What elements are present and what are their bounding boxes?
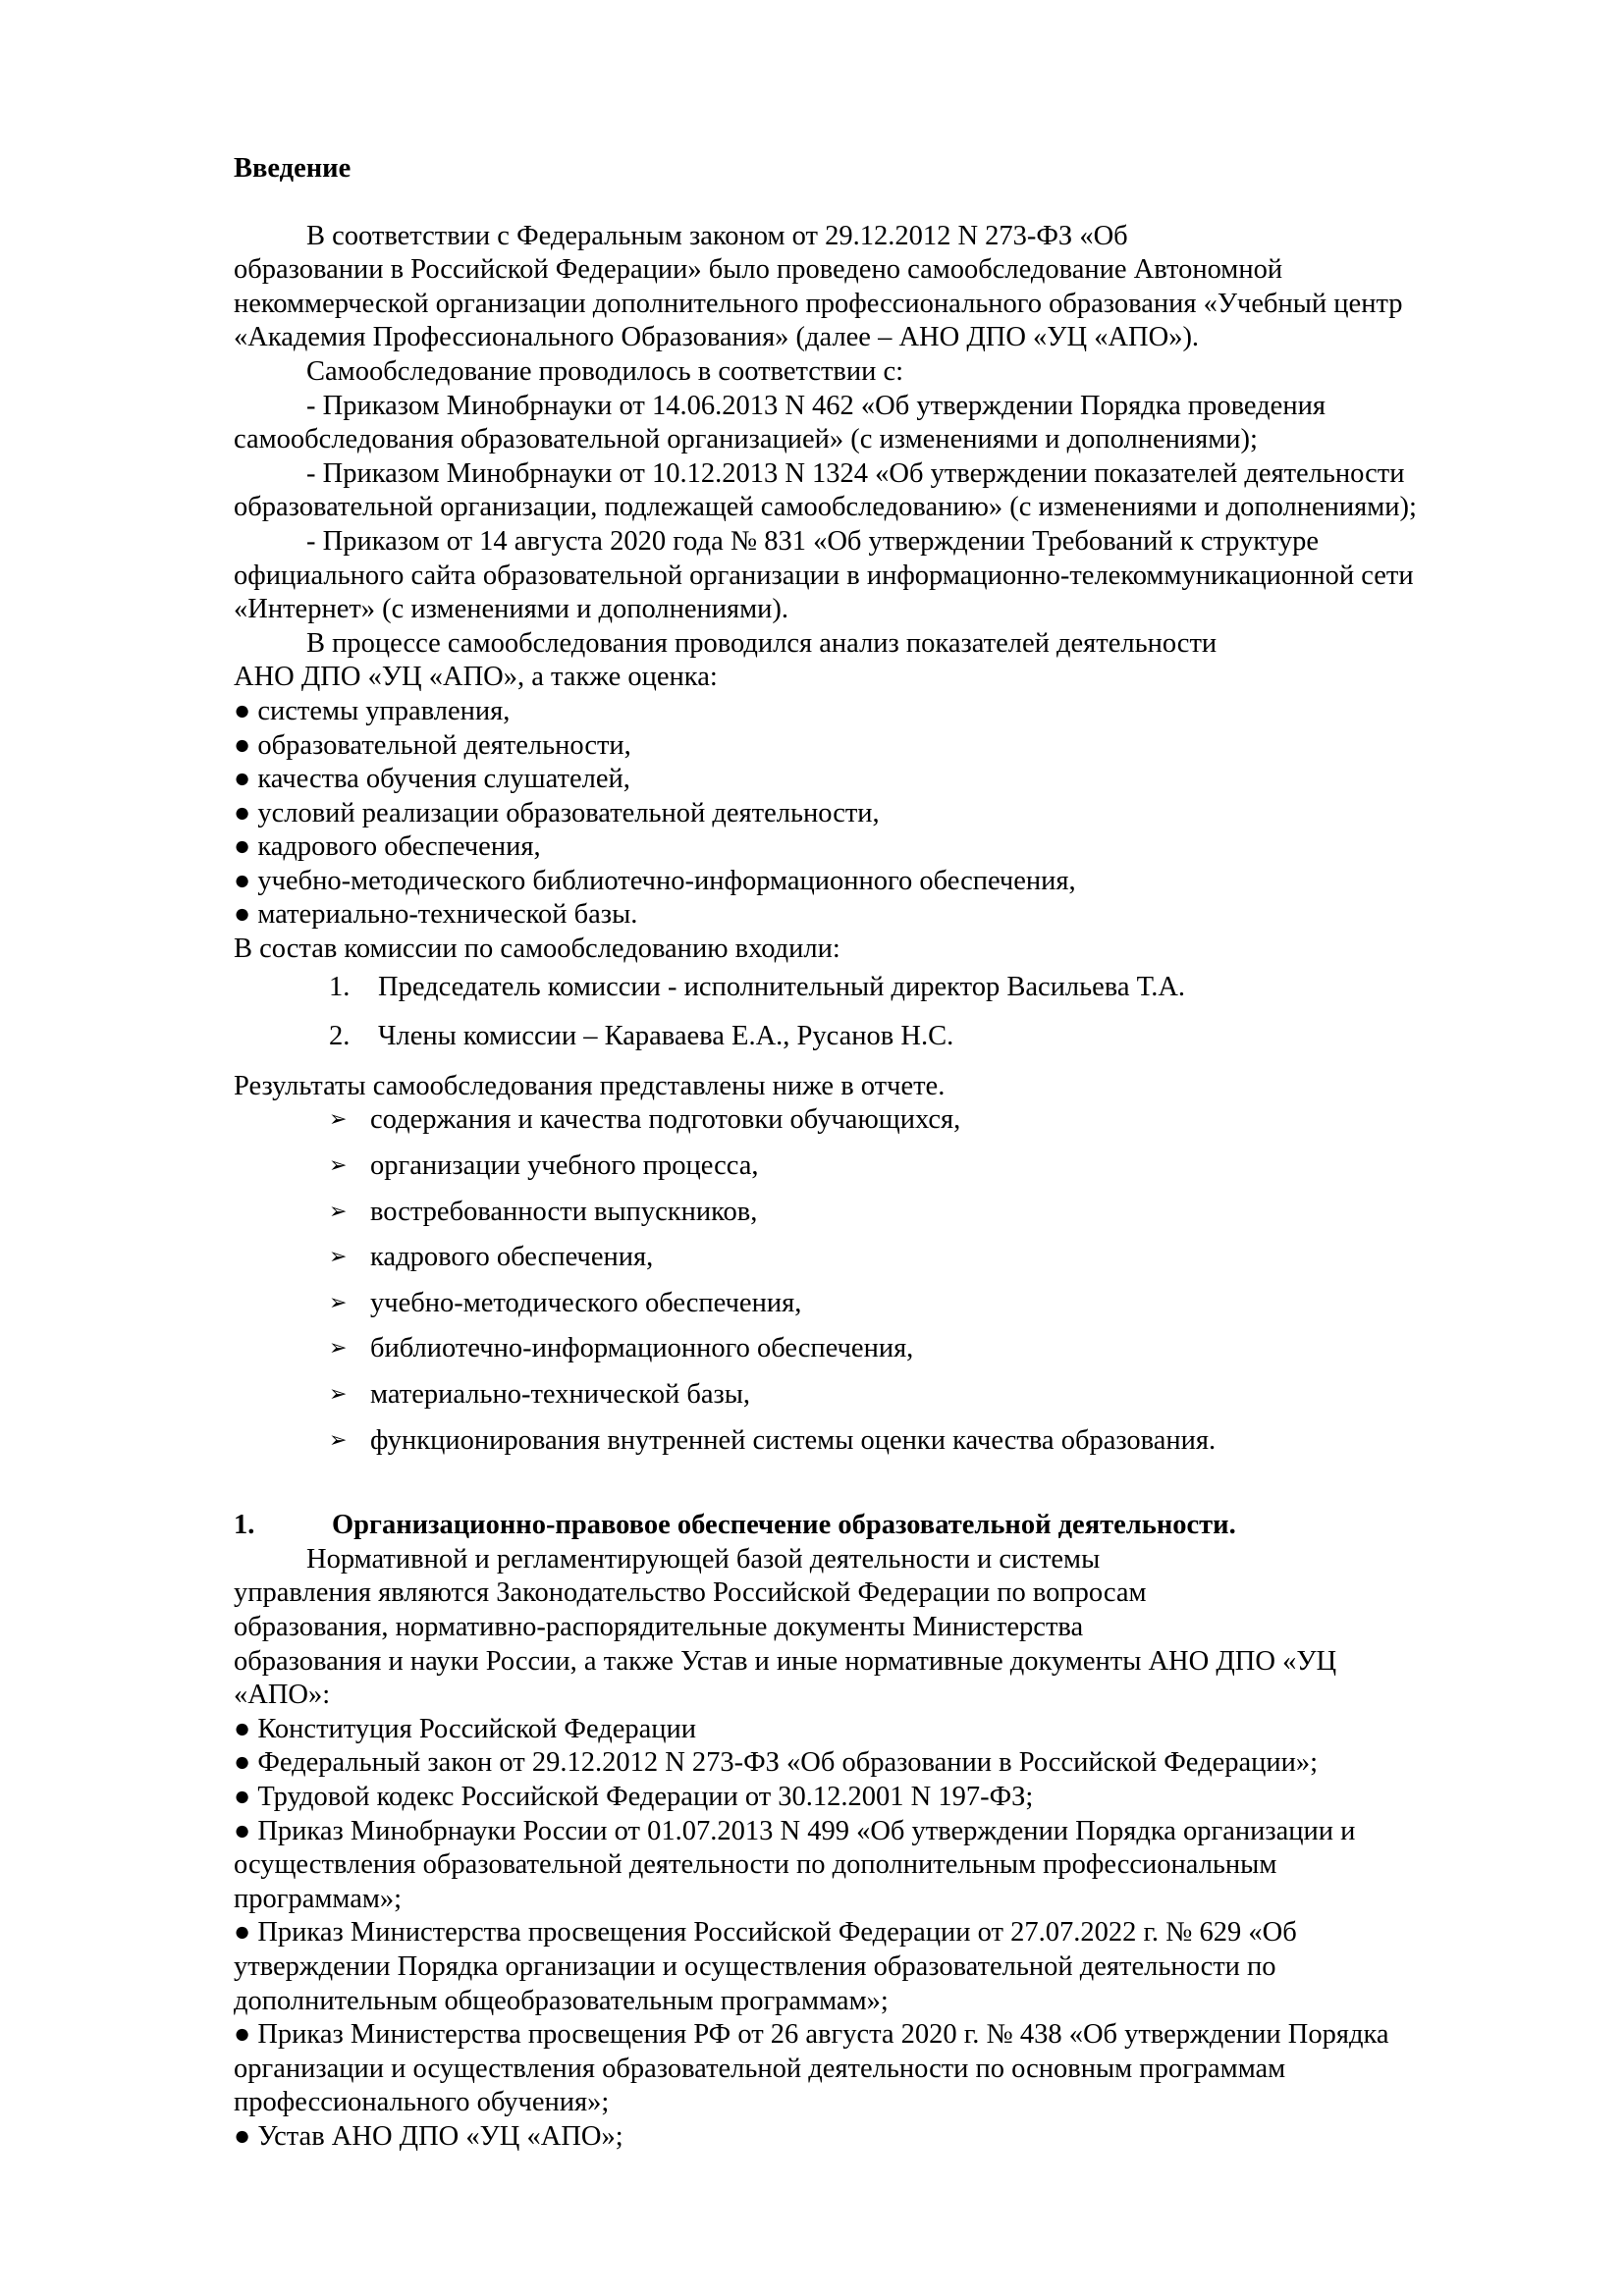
text-line: В процессе самообследования проводился анализ показателей деятельности	[306, 627, 1218, 659]
text-line: ● Приказ Министерства просвещения РФ от 26 августа 2020 г. № 438 «Об утверждении Порядка	[234, 2019, 1389, 2051]
results-text: Результаты самообследования представлены ниже в отчете.	[234, 1070, 946, 1101]
list-text: учебно-методического обеспечения,	[370, 1287, 802, 1318]
doc-item	[234, 1916, 1530, 2018]
text-line: «Академия Профессионального Образования» (далее – АНО ДПО «УЦ «АПО»).	[234, 322, 1200, 353]
arrow-item	[234, 1196, 1530, 1230]
section-1-heading	[234, 1509, 1530, 1543]
list-text: функционирования внутренней системы оценки качества образования.	[370, 1424, 1217, 1456]
text-line: ● Приказ Минобрнауки России от 01.07.2013 N 499 «Об утверждении Порядка организации и	[234, 1815, 1356, 1846]
list-text: кадрового обеспечения,	[370, 1242, 654, 1273]
section-1-paragraph	[234, 1543, 1530, 1713]
bullet-item: ● образовательной деятельности,	[234, 729, 631, 761]
text-line: образовании в Российской Федерации» было проведено самообследование Автономной	[234, 254, 1283, 286]
arrow-bullet-icon: ➢	[329, 1290, 348, 1315]
text-line: Нормативной и регламентирующей базой деятельности и системы	[306, 1543, 1101, 1575]
text-line: - Приказом Минобрнауки от 14.06.2013 N 462 «Об утверждении Порядка проведения	[306, 390, 1326, 421]
text-line: образования, нормативно-распорядительные документы Министерства	[234, 1611, 1084, 1642]
intro-paragraph-5	[234, 525, 1530, 627]
list-text: Председатель комиссии - исполнительный директор Васильева Т.А.	[378, 971, 1186, 1002]
text-line: некоммерческой организации дополнительного профессионального образования «Учебный центр	[234, 288, 1403, 319]
doc-item: ● Устав АНО ДПО «УЦ «АПО»;	[234, 2120, 623, 2152]
text-line: управления являются Законодательство Российской Федерации по вопросам	[234, 1577, 1147, 1609]
text-line: ● Приказ Министерства просвещения Российской Федерации от 27.07.2022 г. № 629 «Об	[234, 1917, 1297, 1949]
list-text: библиотечно-информационного обеспечения,	[370, 1333, 914, 1364]
arrow-bullet-icon: ➢	[329, 1107, 348, 1133]
text-line: дополнительным общеобразовательным программам»;	[234, 1985, 889, 2016]
arrow-item	[234, 1103, 1530, 1138]
commission-intro: В состав комиссии по самообследованию входили:	[234, 934, 840, 965]
text-line: образования и науки России, а также Устав и иные нормативные документы АНО ДПО «УЦ	[234, 1645, 1337, 1677]
bullet-item: ● условий реализации образовательной деятельности,	[234, 797, 880, 828]
section-number: 1.	[234, 1510, 255, 1541]
text-line: «АПО»:	[234, 1680, 331, 1711]
doc-item	[234, 2018, 1530, 2120]
section-title: Организационно-правовое обеспечение образовательной деятельности.	[332, 1510, 1236, 1541]
arrow-item	[234, 1332, 1530, 1366]
text-line: утверждении Порядка организации и осуществления образовательной деятельности по	[234, 1950, 1276, 1982]
list-text: Члены комиссии – Караваева Е.А., Русанов Н.С.	[378, 1021, 954, 1052]
arrow-bullet-icon: ➢	[329, 1245, 348, 1270]
text-line: АНО ДПО «УЦ «АПО», а также оценка:	[234, 662, 718, 693]
list-text: содержания и качества подготовки обучающихся,	[370, 1104, 961, 1136]
arrow-bullet-icon: ➢	[329, 1427, 348, 1453]
text-line: образовательной организации, подлежащей самообследованию» (с изменениями и дополнениями);	[234, 492, 1417, 523]
arrow-item	[234, 1241, 1530, 1275]
doc-item	[234, 1815, 1530, 1917]
arrow-item	[234, 1149, 1530, 1184]
bullet-item: ● кадрового обеспечения,	[234, 831, 541, 863]
list-text: материально-технической базы,	[370, 1379, 751, 1410]
arrow-list	[234, 1103, 1530, 1458]
bullet-item: ● качества обучения слушателей,	[234, 764, 630, 795]
arrow-bullet-icon: ➢	[329, 1199, 348, 1224]
commission-item	[234, 1020, 1530, 1054]
arrow-item	[234, 1378, 1530, 1413]
intro-heading: Введение	[234, 153, 352, 184]
arrow-item	[234, 1424, 1530, 1459]
intro-paragraph-3	[234, 390, 1530, 457]
text-line: - Приказом от 14 августа 2020 года № 831 «Об утверждении Требований к структуре	[306, 525, 1319, 557]
arrow-bullet-icon: ➢	[329, 1153, 348, 1179]
text-line: организации и осуществления образовательной деятельности по основным программам	[234, 2053, 1286, 2084]
bullet-item: ● материально-технической базы.	[234, 899, 638, 931]
text-line: В соответствии с Федеральным законом от 29.12.2012 N 273-ФЗ «Об	[306, 220, 1128, 251]
doc-item: ● Трудовой кодекс Российской Федерации от 30.12.2001 N 197-ФЗ;	[234, 1781, 1034, 1812]
intro-paragraph-2: Самообследование проводилось в соответствии с:	[306, 355, 904, 387]
document-page	[234, 152, 1530, 2154]
intro-paragraph-6	[234, 627, 1530, 695]
text-line: профессионального обучения»;	[234, 2087, 610, 2118]
commission-item	[234, 971, 1530, 1005]
text-line: самообследования образовательной организацией» (с изменениями и дополнениями);	[234, 424, 1258, 455]
intro-paragraph-1	[234, 220, 1530, 355]
text-line: программам»;	[234, 1883, 403, 1914]
bullet-item: ● системы управления,	[234, 695, 511, 726]
list-text: востребованности выпускников,	[370, 1196, 758, 1227]
text-line: - Приказом Минобрнауки от 10.12.2013 N 1324 «Об утверждении показателей деятельности	[306, 457, 1405, 489]
doc-item: ● Конституция Российской Федерации	[234, 1713, 697, 1744]
arrow-bullet-icon: ➢	[329, 1336, 348, 1362]
text-line: осуществления образовательной деятельности по дополнительным профессиональным	[234, 1849, 1277, 1881]
bullet-item: ● учебно-методического библиотечно-информационного обеспечения,	[234, 865, 1076, 896]
text-line: официального сайта образовательной организации в информационно-телекоммуникационной сети	[234, 560, 1414, 591]
arrow-item	[234, 1287, 1530, 1321]
list-text: организации учебного процесса,	[370, 1150, 759, 1182]
arrow-bullet-icon: ➢	[329, 1382, 348, 1407]
list-number: 1.	[329, 971, 351, 1002]
doc-item: ● Федеральный закон от 29.12.2012 N 273-ФЗ «Об образовании в Российской Федерации»;	[234, 1747, 1319, 1779]
text-line: «Интернет» (с изменениями и дополнениями).	[234, 594, 789, 625]
list-number: 2.	[329, 1021, 351, 1052]
commission-list	[234, 971, 1530, 1054]
legal-docs-list	[234, 1713, 1530, 2155]
intro-paragraph-4	[234, 457, 1530, 525]
assessment-bullet-list	[234, 695, 1530, 933]
